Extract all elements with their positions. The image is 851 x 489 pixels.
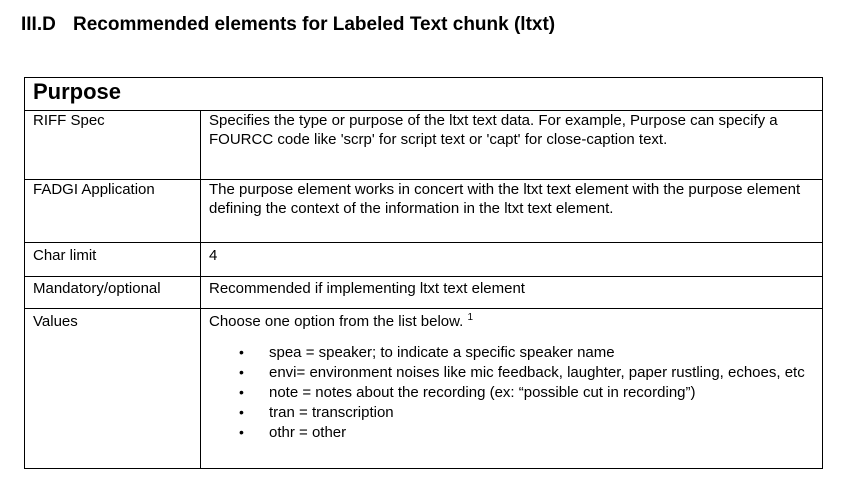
section-title: Recommended elements for Labeled Text chunk (ltxt) bbox=[73, 14, 556, 35]
table-title: Purpose bbox=[25, 78, 823, 111]
values-intro bbox=[209, 312, 816, 331]
purpose-table bbox=[24, 77, 823, 469]
table-row bbox=[25, 243, 823, 277]
list-item bbox=[239, 423, 816, 442]
list-item bbox=[239, 363, 816, 382]
footnote-marker: 1 bbox=[467, 312, 474, 323]
bullet-icon: • bbox=[239, 344, 244, 360]
option-text: othr = other bbox=[269, 424, 347, 441]
table-title-row bbox=[25, 78, 823, 111]
list-item bbox=[239, 343, 816, 362]
bullet-icon: • bbox=[239, 384, 244, 400]
row-value-riff-spec: Specifies the type or purpose of the ltxt text data. For example, Purpose can specify a FOURCC code like 'scrp' for script text or 'capt' for close-caption text. bbox=[201, 111, 823, 180]
list-item bbox=[239, 383, 816, 402]
table-row bbox=[25, 111, 823, 180]
section-heading bbox=[21, 14, 555, 36]
option-text: spea = speaker; to indicate a specific speaker name bbox=[269, 344, 615, 361]
bullet-icon: • bbox=[239, 364, 244, 380]
values-intro-text: Choose one option from the list below. bbox=[209, 313, 464, 330]
option-text: envi= environment noises like mic feedback, laughter, paper rustling, echoes, etc bbox=[269, 364, 805, 381]
row-value-mandatory-optional: Recommended if implementing ltxt text element bbox=[201, 277, 823, 309]
row-label-char-limit: Char limit bbox=[25, 243, 201, 277]
row-value-fadgi-application: The purpose element works in concert with the ltxt text element with the purpose element defining the context of the information in the ltxt text element. bbox=[201, 180, 823, 243]
option-text: tran = transcription bbox=[269, 404, 394, 421]
row-label-riff-spec: RIFF Spec bbox=[25, 111, 201, 180]
table-row bbox=[25, 180, 823, 243]
table-row bbox=[25, 309, 823, 469]
values-option-list bbox=[209, 343, 816, 442]
table-row bbox=[25, 277, 823, 309]
list-item bbox=[239, 403, 816, 422]
row-value-values bbox=[201, 309, 823, 469]
section-number: III.D bbox=[21, 14, 56, 35]
row-label-fadgi-application: FADGI Application bbox=[25, 180, 201, 243]
row-value-char-limit: 4 bbox=[201, 243, 823, 277]
bullet-icon: • bbox=[239, 404, 244, 420]
option-text: note = notes about the recording (ex: “possible cut in recording”) bbox=[269, 384, 696, 401]
row-label-values: Values bbox=[25, 309, 201, 469]
bullet-icon: • bbox=[239, 424, 244, 440]
row-label-mandatory-optional: Mandatory/optional bbox=[25, 277, 201, 309]
